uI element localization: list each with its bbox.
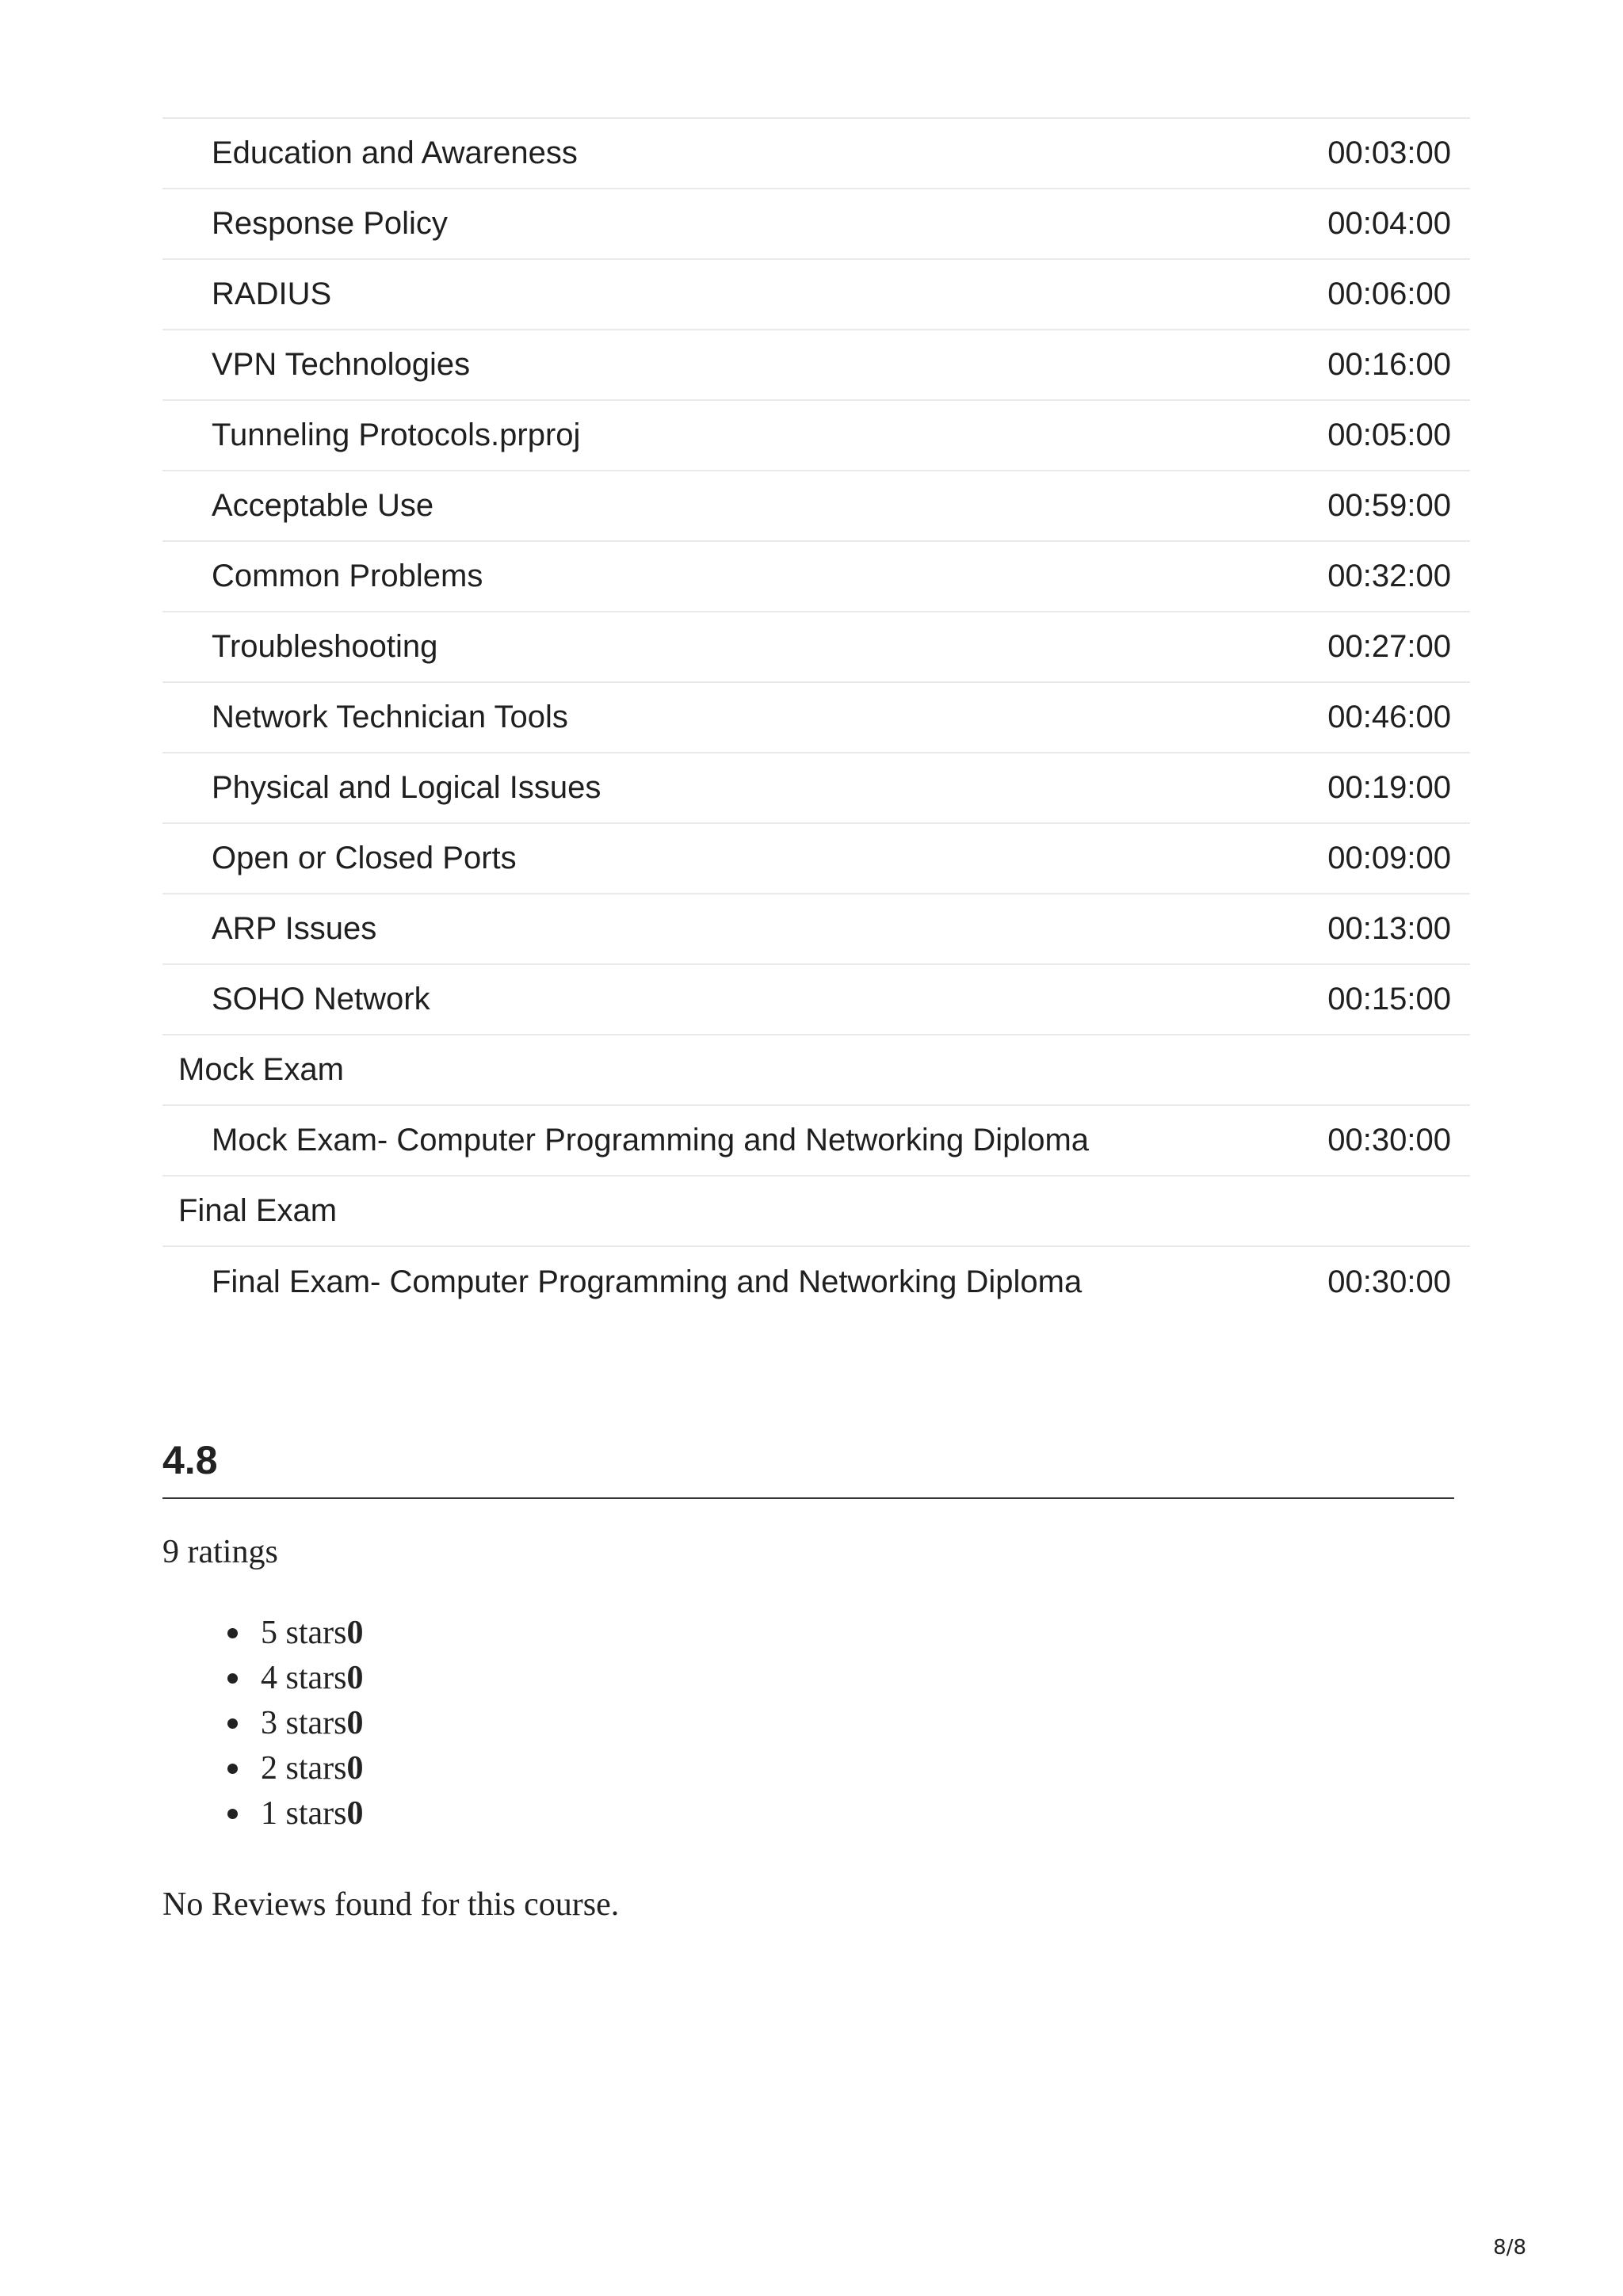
section-title: Mock Exam xyxy=(178,1052,344,1087)
star-label: 3 stars xyxy=(261,1705,347,1741)
lesson-title: Physical and Logical Issues xyxy=(212,770,601,805)
curriculum-section-header[interactable] xyxy=(162,1177,1470,1247)
rating-breakdown-item xyxy=(162,1656,364,1701)
curriculum-section-header[interactable] xyxy=(162,1035,1470,1106)
curriculum-lesson-row[interactable] xyxy=(162,824,1470,894)
curriculum-lesson-row[interactable] xyxy=(162,542,1470,612)
lesson-duration: 00:16:00 xyxy=(1327,347,1451,382)
star-label: 1 stars xyxy=(261,1795,347,1832)
section-title: Final Exam xyxy=(178,1193,338,1228)
lesson-duration: 00:46:00 xyxy=(1327,700,1451,734)
lesson-duration: 00:05:00 xyxy=(1327,418,1451,452)
curriculum-lesson-row[interactable] xyxy=(162,471,1470,542)
lesson-title: ARP Issues xyxy=(212,911,377,946)
lesson-title: RADIUS xyxy=(212,277,332,311)
curriculum-lesson-row[interactable] xyxy=(162,894,1470,965)
curriculum-lesson-row[interactable] xyxy=(162,1247,1470,1318)
curriculum-lesson-row[interactable] xyxy=(162,119,1470,189)
curriculum-lesson-row[interactable] xyxy=(162,401,1470,471)
star-label: 4 stars xyxy=(261,1660,347,1696)
star-count: 0 xyxy=(346,1615,364,1651)
curriculum-lesson-row[interactable] xyxy=(162,189,1470,260)
lesson-duration: 00:59:00 xyxy=(1327,488,1451,523)
lesson-duration: 00:06:00 xyxy=(1327,277,1451,311)
lesson-duration: 00:32:00 xyxy=(1327,559,1451,593)
lesson-title: SOHO Network xyxy=(212,982,430,1016)
lesson-duration: 00:15:00 xyxy=(1327,982,1451,1016)
star-count: 0 xyxy=(346,1750,364,1787)
lesson-duration: 00:30:00 xyxy=(1327,1123,1451,1158)
lesson-duration: 00:03:00 xyxy=(1327,135,1451,170)
star-count: 0 xyxy=(346,1795,364,1832)
star-count: 0 xyxy=(346,1660,364,1696)
bullet-icon xyxy=(227,1809,238,1819)
lesson-title: Mock Exam- Computer Programming and Networking Diploma xyxy=(212,1123,1090,1158)
lesson-duration: 00:19:00 xyxy=(1327,770,1451,805)
bullet-icon xyxy=(227,1764,238,1774)
curriculum-lesson-row[interactable] xyxy=(162,260,1470,330)
lesson-title: Open or Closed Ports xyxy=(212,841,517,875)
curriculum-list xyxy=(162,117,1470,1318)
curriculum-lesson-row[interactable] xyxy=(162,330,1470,401)
lesson-duration: 00:09:00 xyxy=(1327,841,1451,875)
average-rating: 4.8 xyxy=(162,1438,218,1482)
lesson-title: Final Exam- Computer Programming and Networking Diploma xyxy=(212,1264,1083,1299)
lesson-title: Response Policy xyxy=(212,206,448,241)
lesson-title: Acceptable Use xyxy=(212,488,434,523)
rating-breakdown-list xyxy=(162,1611,364,1836)
bullet-icon xyxy=(227,1673,238,1684)
lesson-duration: 00:30:00 xyxy=(1327,1264,1451,1299)
curriculum-lesson-row[interactable] xyxy=(162,965,1470,1035)
lesson-title: Tunneling Protocols.prproj xyxy=(212,418,581,452)
lesson-duration: 00:27:00 xyxy=(1327,629,1451,664)
star-label: 2 stars xyxy=(261,1750,347,1787)
rating-breakdown-item xyxy=(162,1611,364,1656)
bullet-icon xyxy=(227,1628,238,1638)
curriculum-lesson-row[interactable] xyxy=(162,683,1470,753)
lesson-title: Network Technician Tools xyxy=(212,700,568,734)
rating-summary-heading xyxy=(162,1434,1454,1499)
page-number: 8/8 xyxy=(1493,2236,1526,2260)
lesson-duration: 00:13:00 xyxy=(1327,911,1451,946)
bullet-icon xyxy=(227,1718,238,1729)
lesson-title: Troubleshooting xyxy=(212,629,438,664)
curriculum-lesson-row[interactable] xyxy=(162,753,1470,824)
lesson-title: VPN Technologies xyxy=(212,347,471,382)
star-count: 0 xyxy=(346,1705,364,1741)
star-label: 5 stars xyxy=(261,1615,347,1651)
rating-breakdown-item xyxy=(162,1701,364,1746)
rating-breakdown-item xyxy=(162,1746,364,1791)
rating-breakdown-item xyxy=(162,1791,364,1836)
curriculum-lesson-row[interactable] xyxy=(162,612,1470,683)
no-reviews-message: No Reviews found for this course. xyxy=(162,1886,620,1923)
lesson-duration: 00:04:00 xyxy=(1327,206,1451,241)
lesson-title: Common Problems xyxy=(212,559,483,593)
curriculum-lesson-row[interactable] xyxy=(162,1106,1470,1177)
lesson-title: Education and Awareness xyxy=(212,135,578,170)
ratings-count: 9 ratings xyxy=(162,1534,278,1570)
